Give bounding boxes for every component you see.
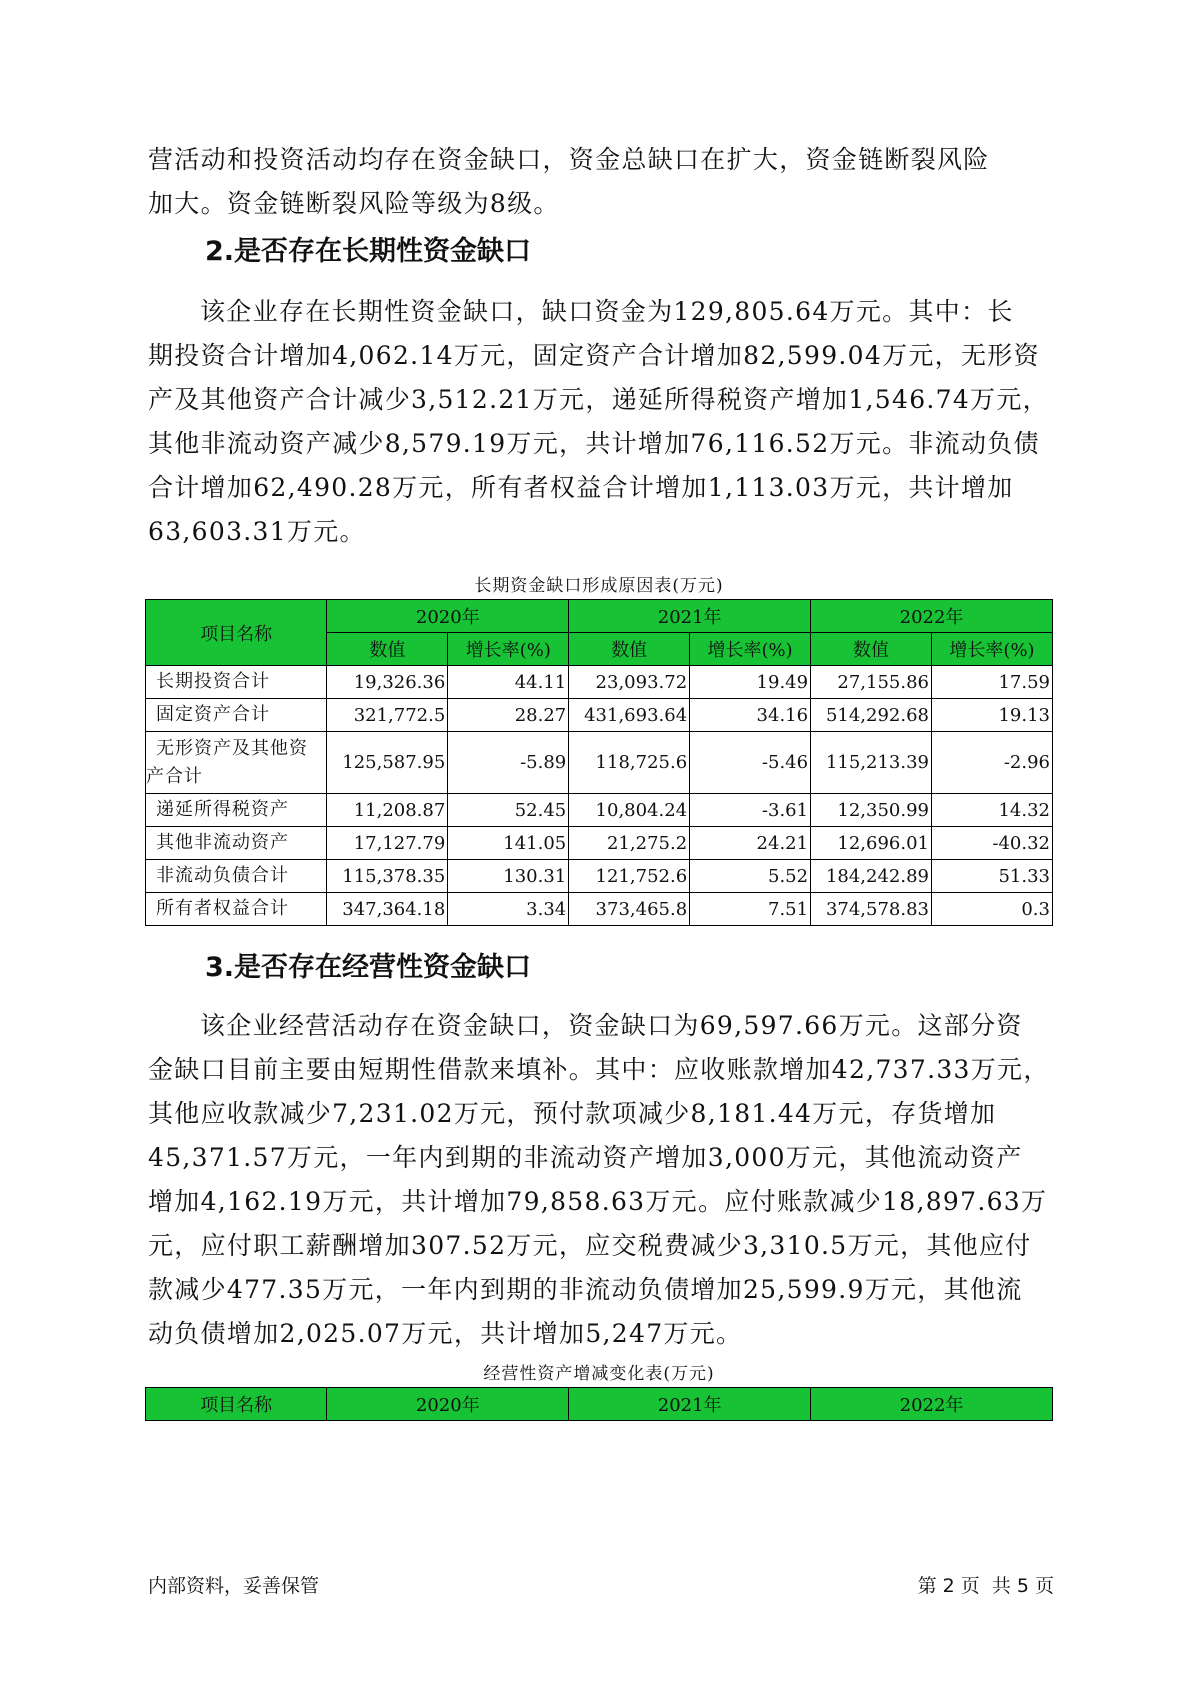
cell-growth-2021: 5.52 [690,860,811,893]
header-growth-rate: 增长率(%) [932,633,1053,666]
section-3-line: 增加4,162.19万元，共计增加79,858.63万元。应付账款减少18,897.63万 [148,1187,1048,1216]
header-year-2020: 2020年 [327,600,569,633]
intro-paragraph [148,138,1048,226]
row-name: 固定资产合计 [146,699,327,732]
cell-value-2020: 115,378.35 [327,860,448,893]
cell-value-2021: 10,804.24 [569,794,690,827]
section-3-paragraph [148,1004,1048,1356]
header-project-name: 项目名称 [146,1388,327,1421]
cell-value-2022: 184,242.89 [811,860,932,893]
table-1-caption: 长期资金缺口形成原因表(万元) [474,576,724,596]
row-name: 长期投资合计 [146,666,327,699]
footer-confidential-note: 内部资料，妥善保管 [148,1575,320,1597]
cell-value-2022: 12,696.01 [811,827,932,860]
section-2-line: 期投资合计增加4,062.14万元，固定资产合计增加82,599.04万元，无形资 [148,341,1040,370]
row-name [146,732,327,794]
header-growth-rate: 增长率(%) [690,633,811,666]
row-name-line: 无形资产及其他资 [156,737,308,759]
cell-value-2021: 373,465.8 [569,893,690,926]
footer-page-number: 第 2 页 共 5 页 [917,1575,1054,1597]
cell-growth-2022: 0.3 [932,893,1053,926]
table-row [146,666,1053,699]
cell-growth-2020: 3.34 [448,893,569,926]
row-name: 所有者权益合计 [146,893,327,926]
long-term-gap-table [145,599,1053,926]
table-row [146,794,1053,827]
cell-value-2022: 115,213.39 [811,732,932,794]
cell-growth-2021: -3.61 [690,794,811,827]
cell-value-2021: 23,093.72 [569,666,690,699]
section-2-heading: 2.是否存在长期性资金缺口 [205,236,532,267]
header-year-2021: 2021年 [569,600,811,633]
cell-growth-2022: 51.33 [932,860,1053,893]
header-growth-rate: 增长率(%) [448,633,569,666]
cell-value-2021: 21,275.2 [569,827,690,860]
table-row [146,699,1053,732]
table-row [146,732,1053,794]
table-row [146,893,1053,926]
section-2-paragraph [148,290,1048,554]
operating-assets-table [145,1387,1053,1421]
header-year-2022: 2022年 [811,1388,1053,1421]
cell-value-2020: 321,772.5 [327,699,448,732]
cell-value-2020: 17,127.79 [327,827,448,860]
intro-line: 加大。资金链断裂风险等级为8级。 [148,189,560,218]
header-year-2021: 2021年 [569,1388,811,1421]
cell-value-2022: 27,155.86 [811,666,932,699]
cell-growth-2020: 130.31 [448,860,569,893]
cell-growth-2020: 141.05 [448,827,569,860]
cell-value-2020: 347,364.18 [327,893,448,926]
cell-growth-2022: 19.13 [932,699,1053,732]
cell-value-2020: 125,587.95 [327,732,448,794]
row-name: 递延所得税资产 [146,794,327,827]
section-2-line: 63,603.31万元。 [148,517,366,546]
cell-value-2022: 514,292.68 [811,699,932,732]
table-row [146,860,1053,893]
cell-growth-2022: 17.59 [932,666,1053,699]
header-year-2020: 2020年 [327,1388,569,1421]
cell-growth-2021: 24.21 [690,827,811,860]
row-name: 其他非流动资产 [146,827,327,860]
section-3-line: 45,371.57万元，一年内到期的非流动资产增加3,000万元，其他流动资产 [148,1143,1023,1172]
cell-value-2021: 118,725.6 [569,732,690,794]
header-value: 数值 [327,633,448,666]
cell-growth-2021: 7.51 [690,893,811,926]
section-2-line: 合计增加62,490.28万元，所有者权益合计增加1,113.03万元，共计增加 [148,473,1014,502]
header-value: 数值 [811,633,932,666]
section-3-line: 该企业经营活动存在资金缺口，资金缺口为69,597.66万元。这部分资 [200,1011,1023,1040]
table-2-caption: 经营性资产增减变化表(万元) [483,1364,715,1384]
section-2-line: 产及其他资产合计减少3,512.21万元，递延所得税资产增加1,546.74万元， [148,385,1049,414]
table-row [146,827,1053,860]
header-year-2022: 2022年 [811,600,1053,633]
intro-line: 营活动和投资活动均存在资金缺口，资金总缺口在扩大，资金链断裂风险 [148,145,990,174]
cell-growth-2022: -40.32 [932,827,1053,860]
cell-value-2020: 19,326.36 [327,666,448,699]
cell-value-2022: 374,578.83 [811,893,932,926]
cell-growth-2021: 34.16 [690,699,811,732]
cell-value-2021: 431,693.64 [569,699,690,732]
section-3-line: 款减少477.35万元，一年内到期的非流动负债增加25,599.9万元，其他流 [148,1275,1023,1304]
cell-value-2020: 11,208.87 [327,794,448,827]
cell-growth-2021: -5.46 [690,732,811,794]
cell-growth-2020: -5.89 [448,732,569,794]
section-3-line: 动负债增加2,025.07万元，共计增加5,247万元。 [148,1319,743,1348]
row-name-line: 产合计 [146,765,203,787]
cell-growth-2022: -2.96 [932,732,1053,794]
cell-growth-2022: 14.32 [932,794,1053,827]
section-3-line: 元，应付职工薪酬增加307.52万元，应交税费减少3,310.5万元，其他应付 [148,1231,1032,1260]
section-2-line: 该企业存在长期性资金缺口，缺口资金为129,805.64万元。其中：长 [200,297,1014,326]
cell-growth-2020: 28.27 [448,699,569,732]
cell-growth-2020: 52.45 [448,794,569,827]
section-2-line: 其他非流动资产减少8,579.19万元，共计增加76,116.52万元。非流动负债 [148,429,1040,458]
header-project-name: 项目名称 [146,600,327,666]
section-3-line: 金缺口目前主要由短期性借款来填补。其中：应收账款增加42,737.33万元， [148,1055,1050,1084]
header-value: 数值 [569,633,690,666]
section-3-line: 其他应收款减少7,231.02万元，预付款项减少8,181.44万元，存货增加 [148,1099,997,1128]
cell-growth-2020: 44.11 [448,666,569,699]
row-name: 非流动负债合计 [146,860,327,893]
cell-value-2021: 121,752.6 [569,860,690,893]
cell-growth-2021: 19.49 [690,666,811,699]
section-3-heading: 3.是否存在经营性资金缺口 [205,952,532,983]
cell-value-2022: 12,350.99 [811,794,932,827]
